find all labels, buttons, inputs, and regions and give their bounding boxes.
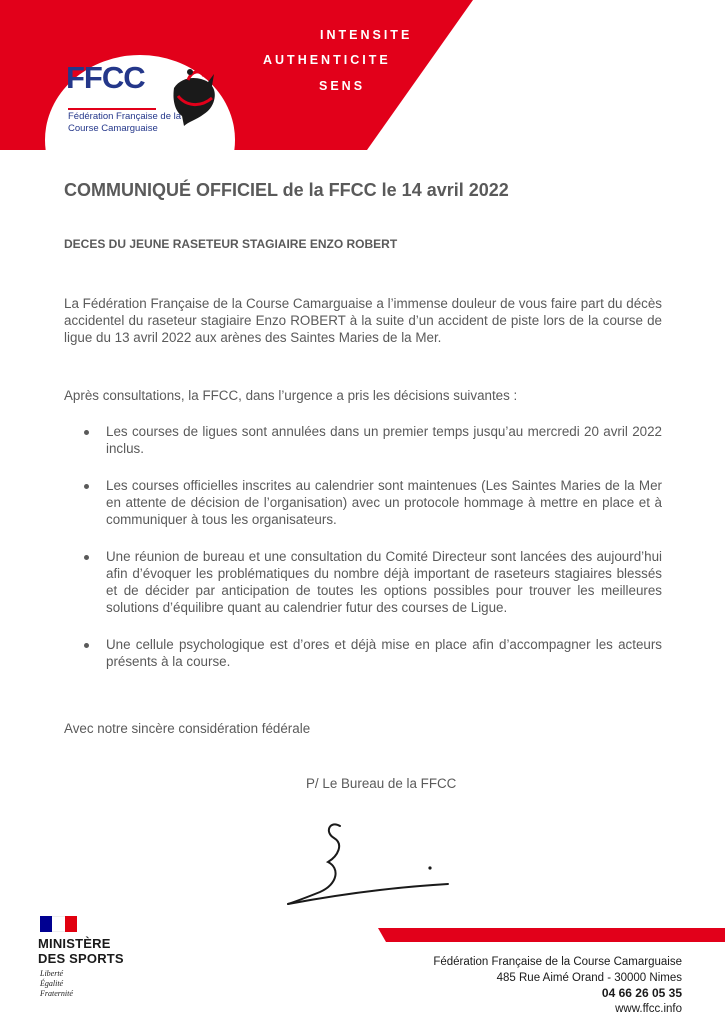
ministry-motto: Liberté Égalité Fraternité <box>40 969 73 998</box>
logo-subtitle-line1: Fédération Française de la <box>68 111 182 122</box>
document-title: COMMUNIQUÉ OFFICIEL de la FFCC le 14 avril 2022 <box>64 180 509 200</box>
handwritten-signature <box>280 818 455 910</box>
logo-subtitle-line2: Course Camarguaise <box>68 123 158 134</box>
closing-line: Avec notre sincère considération fédérale <box>64 721 311 736</box>
list-item: Une réunion de bureau et une consultation du Comité Directeur sont lancées des aujourd’hui afin d’évoquer les problématiques du nombre déjà important de raseteurs stagiaires blessés et de décider par anticipation de toutes les options possibles pour trouver les meilleures solutions d’équilibre quant au calendrier futur des courses de Ligue. <box>82 548 662 616</box>
list-item: Les courses officielles inscrites au calendrier sont maintenues (Les Saintes Maries de la Mer en attente de décision de l’organisation) avec un protocole hommage à mettre en place et à communiquer à tous les organisateurs. <box>82 477 662 528</box>
ministry-name: MINISTÈRE DES SPORTS <box>38 936 124 966</box>
website-link[interactable]: www.ffcc.info <box>615 1002 682 1015</box>
paragraph-decisions-intro: Après consultations, la FFCC, dans l’urgence a pris les décisions suivantes : <box>64 388 518 403</box>
logo-underline <box>68 108 156 110</box>
motto-intensite: INTENSITE <box>320 28 413 42</box>
list-item: Une cellule psychologique est d’ores et déjà mise en place afin d’accompagner les acteurs présents à la course. <box>82 636 662 670</box>
ffcc-logo-text: FFCC <box>66 60 145 95</box>
signoff-line: P/ Le Bureau de la FFCC <box>306 776 457 791</box>
motto-sens: SENS <box>319 79 366 93</box>
letterhead-header <box>0 0 725 150</box>
contact-block <box>433 955 682 1017</box>
decisions-list <box>82 423 662 670</box>
paragraph-announcement: La Fédération Française de la Course Camarguaise a l’immense douleur de vous faire part du décès accidentel du raseteur stagiaire Enzo ROBERT à la suite d’un accident de piste lors de la course de ligue du 13 avril 2022 aux arènes des Saintes Maries de la Mer. <box>64 296 662 345</box>
organization-name: Fédération Française de la Course Camarguaise <box>433 956 682 968</box>
motto-authenticite: AUTHENTICITE <box>263 53 391 67</box>
document-subtitle: DECES DU JEUNE RASETEUR STAGIAIRE ENZO ROBERT <box>64 237 398 251</box>
address: 485 Rue Aimé Orand - 30000 Nimes <box>496 971 682 984</box>
footer-red-bar <box>378 928 725 942</box>
french-flag-icon <box>40 916 77 932</box>
list-item: Les courses de ligues sont annulées dans un premier temps jusqu’au mercredi 20 avril 2022 inclus. <box>82 423 662 457</box>
phone-number: 04 66 26 05 35 <box>601 986 682 1000</box>
